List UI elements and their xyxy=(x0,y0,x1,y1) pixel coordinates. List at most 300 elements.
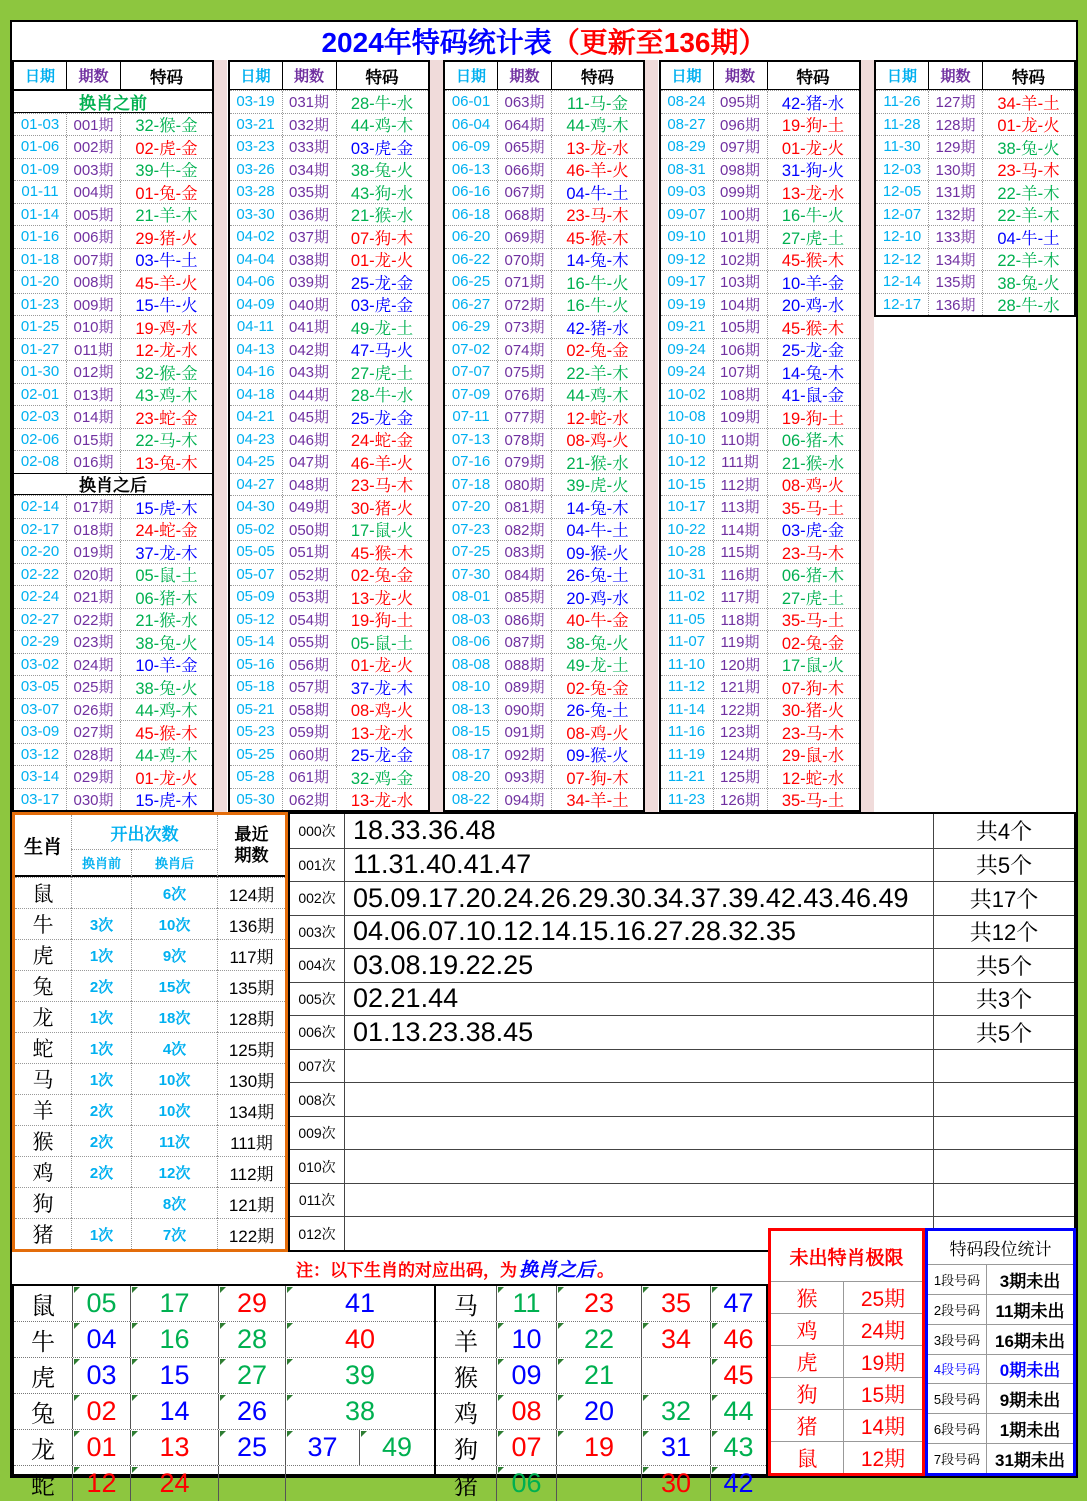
period-cell: 074期 xyxy=(497,339,551,361)
note-line xyxy=(12,1252,768,1284)
stats-header-after: 换肖后 xyxy=(131,849,217,877)
special-code-cell: 09-猴-火 xyxy=(551,744,643,766)
date-cell: 02-22 xyxy=(20,565,60,583)
period-cell: 083期 xyxy=(497,541,551,563)
special-code-cell: 23-马-木 xyxy=(767,541,859,563)
mapping-number: 15 xyxy=(130,1358,218,1393)
period-row xyxy=(661,675,859,698)
mapping-number: 09 xyxy=(496,1358,556,1393)
period-cell: 082期 xyxy=(497,519,551,541)
period-cell: 091期 xyxy=(497,721,551,743)
stat-zodiac-cell: 鼠 xyxy=(15,877,71,908)
period-cell: 135期 xyxy=(928,271,982,293)
special-code-cell: 45-猴-木 xyxy=(336,541,428,563)
period-row xyxy=(445,338,643,361)
period-row xyxy=(230,135,428,158)
mapping-zodiac: 鼠 xyxy=(31,1293,55,1320)
segment-value: 0期未出 xyxy=(986,1355,1073,1384)
mapping-number: 46 xyxy=(710,1322,766,1357)
period-table xyxy=(874,60,1076,812)
period-row xyxy=(445,585,643,608)
period-table xyxy=(12,60,214,812)
mapping-number: 41 xyxy=(285,1286,434,1321)
date-cell: 03-05 xyxy=(20,678,60,696)
count-numbers xyxy=(344,1150,934,1183)
period-cell: 028期 xyxy=(66,744,120,766)
stat-before-cell: 1次 xyxy=(71,1032,131,1063)
column-header-code: 特码 xyxy=(767,62,859,89)
period-cell: 007期 xyxy=(66,249,120,271)
count-total: 共5个 xyxy=(975,953,1033,979)
mapping-number: 19 xyxy=(556,1430,641,1465)
period-cell: 038期 xyxy=(282,249,336,271)
period-cell: 017期 xyxy=(66,496,120,518)
date-cell: 08-31 xyxy=(667,160,706,178)
period-row xyxy=(230,428,428,451)
date-cell: 04-23 xyxy=(236,430,275,448)
date-cell: 06-16 xyxy=(451,183,491,201)
mapping-number: 16 xyxy=(130,1322,218,1357)
period-row xyxy=(445,90,643,113)
period-row xyxy=(661,270,859,293)
special-code-cell: 04-牛-土 xyxy=(551,519,643,541)
period-cell: 025期 xyxy=(66,676,120,698)
period-cell: 044期 xyxy=(282,384,336,406)
note-suffix: 。 xyxy=(597,1260,614,1280)
date-cell: 08-27 xyxy=(667,115,706,133)
period-cell: 019期 xyxy=(66,541,120,563)
special-code-cell: 30-猪-火 xyxy=(767,699,859,721)
period-row xyxy=(876,135,1074,158)
date-cell: 07-02 xyxy=(451,340,491,358)
stat-zodiac-cell: 牛 xyxy=(15,908,71,939)
mapping-zodiac: 猴 xyxy=(454,1365,478,1392)
date-cell: 04-06 xyxy=(236,273,275,291)
period-cell: 003期 xyxy=(66,159,120,181)
period-cell: 127期 xyxy=(928,91,982,113)
period-cell: 130期 xyxy=(928,159,982,181)
period-row xyxy=(14,225,212,248)
date-cell: 03-21 xyxy=(236,115,275,133)
count-label: 012次 xyxy=(298,1225,336,1242)
mapping-zodiac: 猪 xyxy=(454,1473,478,1500)
period-row xyxy=(661,225,859,248)
mapping-zodiac: 虎 xyxy=(31,1365,55,1392)
period-cell: 041期 xyxy=(282,316,336,338)
stats-header-recent-label: 最近期数 xyxy=(234,824,269,865)
segment-row xyxy=(928,1354,1073,1384)
stats-header-times: 开出次数 xyxy=(71,815,217,849)
stat-after-cell: 7次 xyxy=(131,1218,217,1249)
period-cell: 039期 xyxy=(282,271,336,293)
period-row xyxy=(445,180,643,203)
period-row xyxy=(230,743,428,766)
period-row xyxy=(876,270,1074,293)
stat-recent-cell: 134期 xyxy=(217,1094,285,1125)
special-code-cell: 07-狗-木 xyxy=(336,226,428,248)
date-cell: 10-31 xyxy=(667,565,706,583)
special-code-cell: 23-马-木 xyxy=(336,474,428,496)
mapping-number: 43 xyxy=(710,1430,766,1465)
period-row xyxy=(876,180,1074,203)
special-code-cell: 32-猴-金 xyxy=(120,114,212,136)
date-cell: 12-07 xyxy=(882,205,922,223)
date-cell: 08-15 xyxy=(451,723,491,741)
period-cell: 073期 xyxy=(497,316,551,338)
count-numbers: 04.06.07.10.12.14.15.16.27.28.32.35 xyxy=(344,916,934,949)
mapping-number: 47 xyxy=(710,1286,766,1321)
stat-before-cell: 1次 xyxy=(71,1063,131,1094)
count-label: 007次 xyxy=(298,1058,336,1075)
period-cell: 129期 xyxy=(928,136,982,158)
mapping-zodiac: 龙 xyxy=(31,1437,55,1464)
period-row xyxy=(230,563,428,586)
mapping-number: 40 xyxy=(285,1322,434,1357)
special-code-cell: 06-猪-木 xyxy=(767,564,859,586)
special-code-cell: 47-马-火 xyxy=(336,339,428,361)
special-code-cell: 12-蛇-水 xyxy=(551,406,643,428)
special-code-cell: 26-兔-土 xyxy=(551,699,643,721)
special-code-cell: 45-猴-木 xyxy=(767,316,859,338)
period-row xyxy=(445,653,643,676)
date-cell: 09-17 xyxy=(667,273,706,291)
period-tables-area xyxy=(12,60,1076,812)
mapping-number: 01 xyxy=(72,1430,130,1465)
date-cell: 03-19 xyxy=(236,93,275,111)
special-code-cell: 34-羊-土 xyxy=(551,789,643,811)
stat-before-cell: 2次 xyxy=(71,1094,131,1125)
period-row xyxy=(14,698,212,721)
date-cell: 06-09 xyxy=(451,138,491,156)
period-cell: 064期 xyxy=(497,114,551,136)
period-cell: 055期 xyxy=(282,631,336,653)
special-code-cell: 08-鸡-火 xyxy=(336,699,428,721)
special-code-cell: 13-兔-木 xyxy=(120,451,212,473)
table-gap xyxy=(430,60,443,812)
special-code-cell: 14-兔-木 xyxy=(767,361,859,383)
date-cell: 07-20 xyxy=(451,498,491,516)
period-cell: 103期 xyxy=(713,271,767,293)
period-cell: 054期 xyxy=(282,609,336,631)
special-code-cell: 27-虎-土 xyxy=(767,586,859,608)
date-cell: 03-30 xyxy=(236,205,275,223)
special-code-cell: 17-鼠-火 xyxy=(336,519,428,541)
period-row xyxy=(876,293,1074,316)
period-row xyxy=(661,90,859,113)
period-cell: 062期 xyxy=(282,789,336,811)
date-cell: 08-24 xyxy=(667,93,706,111)
period-row xyxy=(230,495,428,518)
period-cell: 048期 xyxy=(282,474,336,496)
special-code-cell: 11-马-金 xyxy=(551,91,643,113)
period-cell: 027期 xyxy=(66,721,120,743)
special-code-cell: 02-兔-金 xyxy=(551,339,643,361)
count-label: 011次 xyxy=(298,1192,336,1209)
special-code-cell: 25-龙-金 xyxy=(336,744,428,766)
period-cell: 116期 xyxy=(713,564,767,586)
missing-periods: 25期 xyxy=(843,1282,922,1313)
date-cell: 07-25 xyxy=(451,543,491,561)
period-table-grid xyxy=(443,60,645,812)
period-cell: 110期 xyxy=(713,429,767,451)
period-row xyxy=(445,675,643,698)
count-row xyxy=(290,1116,1074,1150)
segment-row xyxy=(928,1413,1073,1443)
period-cell: 076期 xyxy=(497,384,551,406)
date-cell: 03-17 xyxy=(20,790,60,808)
period-cell: 006期 xyxy=(66,226,120,248)
page-title-suffix: （更新至136期） xyxy=(551,27,767,58)
mapping-zodiac: 牛 xyxy=(31,1329,55,1356)
special-code-cell: 21-羊-木 xyxy=(120,204,212,226)
period-row xyxy=(14,495,212,518)
special-code-cell: 23-马-木 xyxy=(551,204,643,226)
period-row xyxy=(445,225,643,248)
period-cell: 067期 xyxy=(497,181,551,203)
period-row xyxy=(661,473,859,496)
period-cell: 034期 xyxy=(282,159,336,181)
count-total: 共17个 xyxy=(969,886,1039,912)
period-row xyxy=(14,360,212,383)
date-cell: 04-27 xyxy=(236,475,275,493)
stat-recent-cell: 136期 xyxy=(217,908,285,939)
period-row xyxy=(230,653,428,676)
count-label: 004次 xyxy=(298,957,336,974)
period-row xyxy=(661,113,859,136)
special-code-cell: 20-鸡-水 xyxy=(551,586,643,608)
special-code-cell: 42-猪-水 xyxy=(767,91,859,113)
date-cell: 10-12 xyxy=(667,453,706,471)
stat-zodiac-cell: 猴 xyxy=(15,1125,71,1156)
special-code-cell: 25-龙-金 xyxy=(767,339,859,361)
period-cell: 079期 xyxy=(497,451,551,473)
column-header-date: 日期 xyxy=(455,68,486,85)
period-row xyxy=(14,518,212,541)
mapping-number: 27 xyxy=(218,1358,285,1393)
column-header-code: 特码 xyxy=(120,62,212,89)
special-code-cell: 23-马-木 xyxy=(767,721,859,743)
date-cell: 10-02 xyxy=(667,385,706,403)
zodiac-mapping-table-left xyxy=(12,1284,436,1500)
special-code-cell: 02-兔-金 xyxy=(336,564,428,586)
segment-row xyxy=(928,1383,1073,1413)
special-code-cell: 44-鸡-木 xyxy=(336,114,428,136)
segment-value: 1期未出 xyxy=(986,1414,1073,1443)
date-cell: 01-23 xyxy=(20,295,60,313)
special-code-cell: 26-兔-土 xyxy=(551,564,643,586)
period-cell: 050期 xyxy=(282,519,336,541)
period-row xyxy=(14,743,212,766)
period-cell: 021期 xyxy=(66,586,120,608)
column-header-period: 期数 xyxy=(497,62,551,89)
special-code-cell: 21-猴-水 xyxy=(767,451,859,473)
mapping-zodiac: 兔 xyxy=(31,1401,55,1428)
stat-after-cell: 11次 xyxy=(131,1125,217,1156)
period-cell: 056期 xyxy=(282,654,336,676)
mapping-row xyxy=(14,1393,434,1429)
special-code-cell: 49-龙-土 xyxy=(336,316,428,338)
date-cell: 05-02 xyxy=(236,520,275,538)
segment-stats-panel xyxy=(925,1228,1076,1476)
special-code-cell: 44-鸡-木 xyxy=(120,744,212,766)
column-header-period: 期数 xyxy=(928,62,982,89)
period-table-grid xyxy=(228,60,430,812)
mapping-number: 20 xyxy=(556,1394,641,1429)
period-row xyxy=(876,203,1074,226)
stat-zodiac-cell: 蛇 xyxy=(15,1032,71,1063)
period-row xyxy=(876,225,1074,248)
column-header-date: 日期 xyxy=(671,68,702,85)
count-total: 共3个 xyxy=(975,987,1033,1013)
period-cell: 022期 xyxy=(66,609,120,631)
date-cell: 07-23 xyxy=(451,520,491,538)
period-row xyxy=(14,135,212,158)
special-code-cell: 27-虎-土 xyxy=(767,226,859,248)
period-cell: 081期 xyxy=(497,496,551,518)
period-cell: 087期 xyxy=(497,631,551,653)
stat-recent-cell: 124期 xyxy=(217,877,285,908)
period-cell: 033期 xyxy=(282,136,336,158)
period-row xyxy=(661,315,859,338)
date-cell: 04-02 xyxy=(236,228,275,246)
period-cell: 121期 xyxy=(713,676,767,698)
period-table-header xyxy=(14,62,212,90)
date-cell: 07-18 xyxy=(451,475,491,493)
missing-zodiac: 猪 xyxy=(796,1415,818,1439)
date-cell: 11-02 xyxy=(667,588,706,606)
stat-zodiac-cell: 猪 xyxy=(15,1218,71,1249)
period-cell: 014期 xyxy=(66,406,120,428)
period-row xyxy=(14,338,212,361)
special-code-cell: 14-兔-木 xyxy=(551,249,643,271)
period-row xyxy=(445,383,643,406)
date-cell: 12-03 xyxy=(882,160,922,178)
column-header-period: 期数 xyxy=(66,62,120,89)
date-cell: 05-16 xyxy=(236,655,275,673)
mapping-row xyxy=(436,1286,766,1321)
special-code-cell: 23-蛇-金 xyxy=(120,406,212,428)
missing-row xyxy=(771,1313,922,1345)
date-cell: 01-20 xyxy=(20,273,60,291)
special-code-cell: 03-虎-金 xyxy=(336,136,428,158)
period-cell: 098期 xyxy=(713,159,767,181)
period-cell: 011期 xyxy=(66,339,120,361)
mapping-number: 02 xyxy=(72,1394,130,1429)
date-cell: 11-26 xyxy=(883,93,921,111)
date-cell: 12-05 xyxy=(882,183,922,201)
special-code-cell: 04-牛-土 xyxy=(551,181,643,203)
period-cell: 077期 xyxy=(497,406,551,428)
period-cell: 001期 xyxy=(66,114,120,136)
period-row xyxy=(445,765,643,788)
date-cell: 05-05 xyxy=(236,543,275,561)
period-row xyxy=(230,518,428,541)
period-row xyxy=(230,765,428,788)
period-row xyxy=(14,405,212,428)
segment-label: 2段号码 xyxy=(933,1302,981,1318)
period-cell: 018期 xyxy=(66,519,120,541)
date-cell: 04-18 xyxy=(236,385,275,403)
date-cell: 10-28 xyxy=(667,543,706,561)
count-row xyxy=(290,948,1074,982)
special-code-cell: 31-狗-火 xyxy=(767,159,859,181)
period-row xyxy=(230,180,428,203)
mapping-number xyxy=(285,1466,434,1501)
special-code-cell: 21-猴-水 xyxy=(336,204,428,226)
missing-zodiac-panel xyxy=(768,1228,925,1476)
special-code-cell: 09-猴-火 xyxy=(551,541,643,563)
date-cell: 08-17 xyxy=(451,745,491,763)
special-code-cell: 43-狗-水 xyxy=(336,181,428,203)
period-row xyxy=(14,158,212,181)
count-numbers: 11.31.40.41.47 xyxy=(344,849,934,882)
stat-recent-cell: 111期 xyxy=(217,1125,285,1156)
stat-recent-cell: 135期 xyxy=(217,970,285,1001)
period-row xyxy=(445,788,643,811)
stat-recent-cell: 117期 xyxy=(217,939,285,970)
count-numbers xyxy=(344,1184,934,1217)
period-row xyxy=(445,698,643,721)
date-cell: 08-01 xyxy=(451,588,491,606)
special-code-cell: 22-羊-木 xyxy=(982,181,1074,203)
date-cell: 01-27 xyxy=(20,340,60,358)
date-cell: 04-09 xyxy=(236,295,275,313)
count-numbers xyxy=(344,1117,934,1150)
special-code-cell: 25-龙-金 xyxy=(336,406,428,428)
period-row xyxy=(230,585,428,608)
mapping-number: 21 xyxy=(556,1358,641,1393)
mapping-zodiac: 狗 xyxy=(454,1437,478,1464)
period-cell: 101期 xyxy=(713,226,767,248)
count-row xyxy=(290,1149,1074,1183)
missing-row xyxy=(771,1441,922,1473)
special-code-cell: 19-狗-土 xyxy=(767,114,859,136)
period-row xyxy=(661,180,859,203)
period-table-grid xyxy=(12,60,214,812)
count-numbers: 01.13.23.38.45 xyxy=(344,1016,934,1049)
period-row xyxy=(445,473,643,496)
date-cell: 08-08 xyxy=(451,655,491,673)
period-row xyxy=(661,698,859,721)
special-code-cell: 45-猴-木 xyxy=(120,721,212,743)
special-code-cell: 20-鸡-水 xyxy=(767,294,859,316)
count-label: 000次 xyxy=(298,822,336,839)
period-row xyxy=(661,585,859,608)
period-row xyxy=(661,338,859,361)
missing-periods: 19期 xyxy=(843,1346,922,1377)
period-cell: 084期 xyxy=(497,564,551,586)
special-code-cell: 16-牛-火 xyxy=(551,271,643,293)
period-row xyxy=(445,743,643,766)
count-label: 001次 xyxy=(298,856,336,873)
special-code-cell: 19-狗-土 xyxy=(767,406,859,428)
period-row xyxy=(445,540,643,563)
period-row xyxy=(661,540,859,563)
stat-recent-cell: 128期 xyxy=(217,1001,285,1032)
period-cell: 010期 xyxy=(66,316,120,338)
period-row xyxy=(445,518,643,541)
date-cell: 03-23 xyxy=(236,138,275,156)
special-code-cell: 41-鼠-金 xyxy=(767,384,859,406)
period-cell: 088期 xyxy=(497,654,551,676)
special-code-cell: 15-牛-火 xyxy=(120,294,212,316)
period-row xyxy=(661,405,859,428)
segment-label: 5段号码 xyxy=(933,1392,981,1408)
period-cell: 060期 xyxy=(282,744,336,766)
mapping-number: 24 xyxy=(130,1466,218,1501)
period-row xyxy=(14,540,212,563)
mapping-row xyxy=(14,1429,434,1465)
